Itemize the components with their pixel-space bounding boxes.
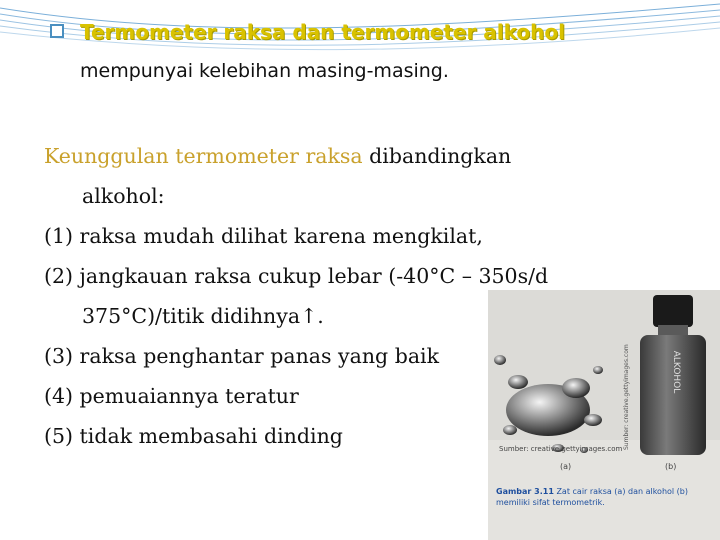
figure-label-a: (a)	[560, 462, 572, 471]
mercury-drop	[584, 414, 602, 426]
bottle-label: ALKOHOL	[671, 350, 681, 394]
point-4: (4) pemuaiannya teratur	[44, 384, 299, 408]
point-3: (3) raksa penghantar panas yang baik	[44, 344, 440, 368]
mercury-drop	[494, 355, 506, 365]
caption-number: Gambar 3.11	[496, 487, 554, 496]
heading-line-2: mempunyai kelebihan masing-masing.	[80, 60, 449, 82]
figure-caption	[496, 486, 716, 508]
svg-text:Sumber: creative.gettyimages.c: Sumber: creative.gettyimages.com	[623, 344, 630, 450]
figure-label-b: (b)	[665, 462, 677, 471]
mercury-drop	[503, 425, 517, 435]
intro-rest-text: dibandingkan	[362, 144, 512, 168]
point-2-continued: 375°C)/titik didihnya↑.	[82, 304, 324, 328]
intro-accent-text: Keunggulan termometer raksa	[44, 144, 363, 168]
body-text	[44, 136, 548, 456]
mercury-drop	[508, 375, 528, 389]
photo-source: Sumber: creative.gettyimages.com	[499, 445, 623, 453]
mercury-drop	[562, 378, 590, 398]
intro-line-2: alkohol:	[82, 184, 165, 208]
point-1: (1) raksa mudah dilihat karena mengkilat,	[44, 224, 483, 248]
point-5: (5) tidak membasahi dinding	[44, 424, 343, 448]
mercury-drop	[593, 366, 603, 374]
bullet-square-icon	[50, 24, 64, 38]
caption-text: Zat cair raksa (a) dan alkohol (b) memiliki sifat termometrik.	[496, 487, 689, 507]
point-2: (2) jangkauan raksa cukup lebar (-40°C – 350s/d	[44, 264, 549, 288]
bottle-cap	[653, 295, 693, 327]
intro-line	[44, 136, 548, 176]
heading-line-1: Termometer raksa dan termometer alkohol	[80, 20, 565, 44]
vertical-source-text	[621, 300, 631, 450]
